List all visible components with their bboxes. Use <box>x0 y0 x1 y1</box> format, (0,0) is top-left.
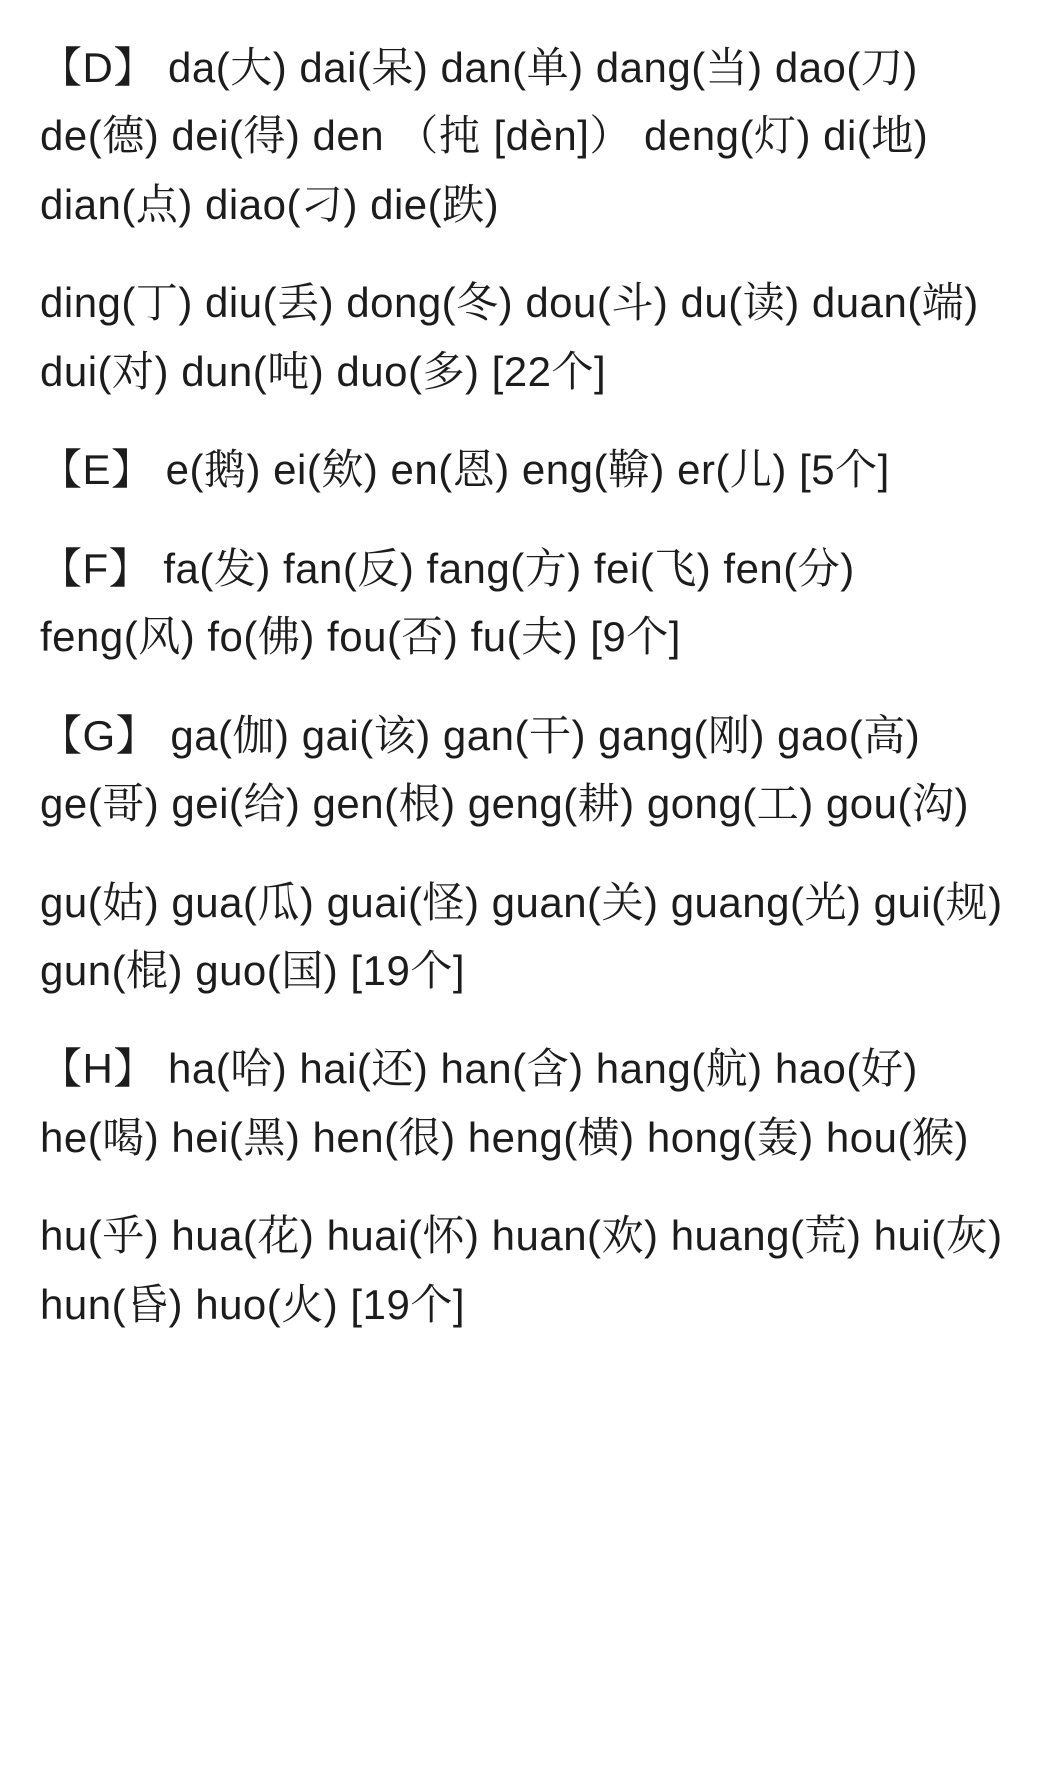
paragraph-section-h-2: hu(乎) hua(花) huai(怀) huan(欢) huang(荒) hui(灰) hun(昏) huo(火) [19个] <box>40 1212 1003 1328</box>
paragraph-section-f: 【F】 fa(发) fan(反) fang(方) fei(飞) fen(分) feng(风) fo(佛) fou(否) fu(夫) [9个] <box>40 544 855 661</box>
paragraph-section-e: 【E】 e(鹅) ei(欸) en(恩) eng(鞥) er(儿) [5个] <box>40 446 890 494</box>
paragraph-section-d-1: 【D】 da(大) dai(呆) dan(单) dang(当) dao(刀) de(德) dei(得) den （扽 [dèn]） deng(灯) di(地) dian(点) diao(刁) die(跌) <box>40 44 929 228</box>
paragraph-section-g-1: 【G】 ga(伽) gai(该) gan(干) gang(刚) gao(高) ge(哥) gei(给) gen(根) geng(耕) gong(工) gou(沟) <box>40 711 969 828</box>
paragraph-section-d-2: ding(丁) diu(丢) dong(冬) dou(斗) du(读) duan(端) dui(对) dun(吨) duo(多) [22个] <box>40 279 979 395</box>
paragraph-section-g-2: gu(姑) gua(瓜) guai(怪) guan(关) guang(光) gui(规) gun(棍) guo(国) [19个] <box>40 878 1003 994</box>
paragraph-section-h-1: 【H】 ha(哈) hai(还) han(含) hang(航) hao(好) he(喝) hei(黑) hen(很) heng(横) hong(轰) hou(猴) <box>40 1045 969 1161</box>
